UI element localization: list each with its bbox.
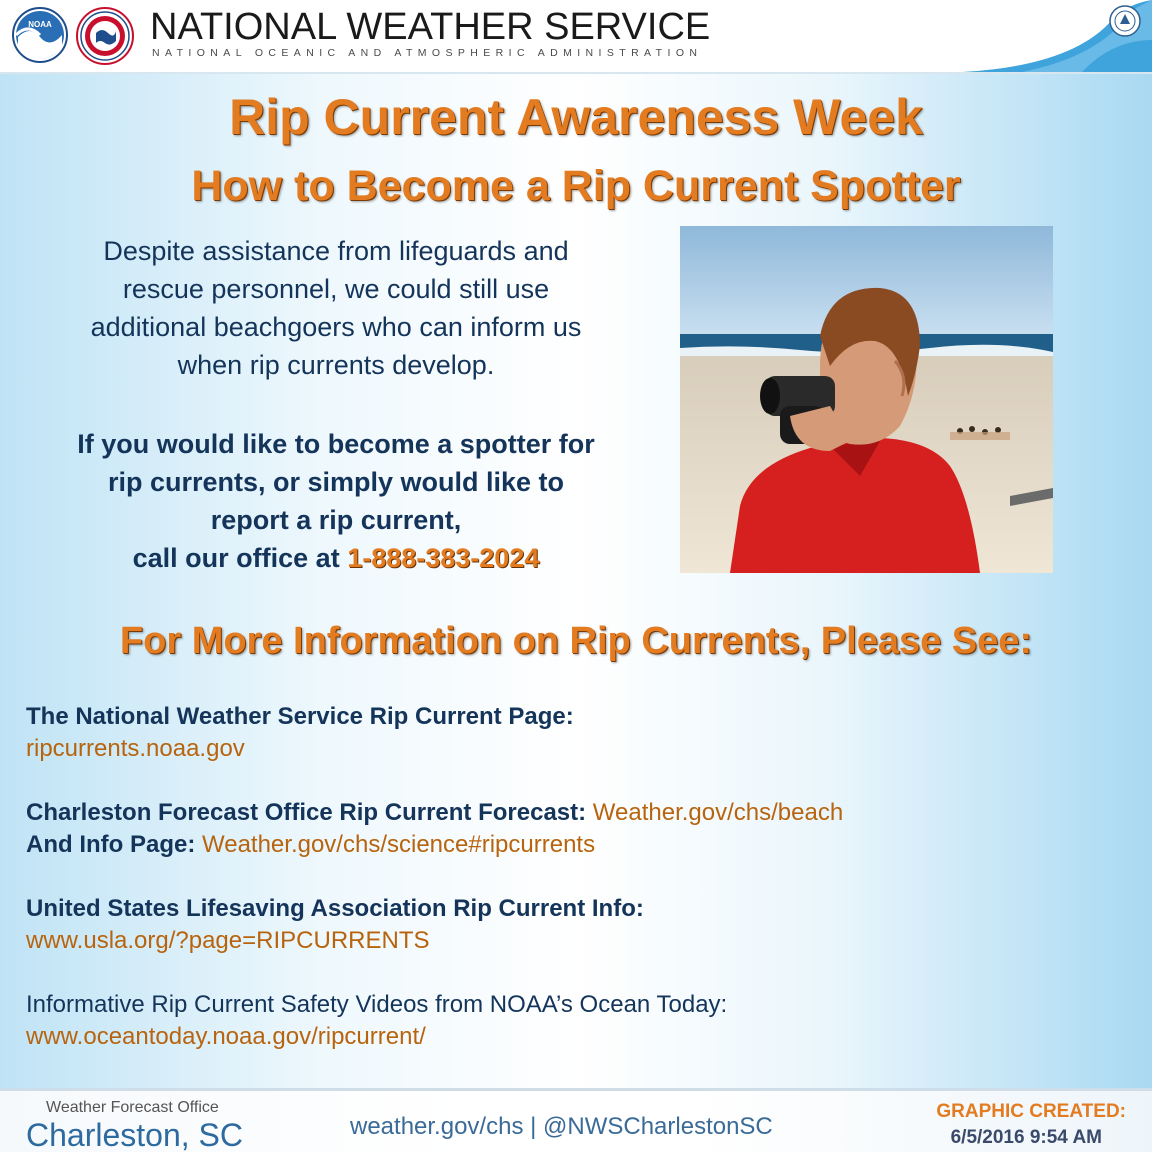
intro-paragraph bbox=[30, 232, 642, 384]
wfo-city: Charleston, SC bbox=[26, 1117, 243, 1152]
resource-link[interactable]: Weather.gov/chs/science#ripcurrents bbox=[202, 831, 596, 858]
intro-line: Despite assistance from lifeguards and bbox=[103, 236, 569, 266]
agency-name: NATIONAL WEATHER SERVICE bbox=[150, 6, 711, 48]
main-title: Rip Current Awareness Week bbox=[229, 89, 923, 145]
intro-line: when rip currents develop. bbox=[177, 350, 495, 380]
spotter-call-to-action bbox=[20, 425, 652, 577]
resource-item bbox=[26, 989, 1026, 1053]
nws-logo-icon bbox=[76, 7, 134, 65]
noaa-logo-text: NOAA bbox=[28, 20, 52, 29]
more-info-heading: For More Information on Rip Currents, Please See: bbox=[119, 620, 1033, 662]
lifeguard-photo bbox=[680, 226, 1053, 573]
footer-links[interactable]: weather.gov/chs | @NWSCharlestonSC bbox=[350, 1113, 773, 1140]
resource-label: Charleston Forecast Office Rip Current Forecast: bbox=[26, 799, 593, 826]
resource-label: The National Weather Service Rip Current Page: bbox=[26, 703, 574, 730]
resource-label: And Info Page: bbox=[26, 831, 202, 858]
cta-line: If you would like to become a spotter for bbox=[77, 429, 595, 459]
resource-item bbox=[26, 797, 1026, 861]
cta-prefix: call our office at bbox=[132, 543, 348, 573]
noaa-logo-icon bbox=[12, 7, 68, 63]
cta-line bbox=[20, 539, 652, 577]
doc-seal-icon bbox=[1108, 4, 1142, 38]
graphic-created-date: 6/5/2016 9:54 AM bbox=[950, 1127, 1102, 1148]
intro-line: rescue personnel, we could still use bbox=[122, 274, 550, 304]
cta-line: report a rip current, bbox=[210, 505, 462, 535]
header-bar bbox=[0, 0, 1152, 74]
resource-link[interactable]: Weather.gov/chs/beach bbox=[592, 799, 844, 826]
resource-item bbox=[26, 893, 1026, 957]
resource-link[interactable]: www.usla.org/?page=RIPCURRENTS bbox=[26, 927, 430, 954]
resource-item bbox=[26, 701, 1026, 765]
resource-label: United States Lifesaving Association Rip Current Info: bbox=[26, 895, 644, 922]
graphic-created-label: GRAPHIC CREATED: bbox=[936, 1101, 1126, 1122]
phone-number[interactable]: 1-888-383-2024 bbox=[347, 543, 540, 573]
intro-line: additional beachgoers who can inform us bbox=[90, 312, 582, 342]
sub-title: How to Become a Rip Current Spotter bbox=[191, 162, 961, 210]
resource-link[interactable]: ripcurrents.noaa.gov bbox=[26, 735, 245, 762]
cta-line: rip currents, or simply would like to bbox=[107, 467, 565, 497]
resources-list bbox=[26, 701, 1026, 1085]
footer-bar bbox=[0, 1088, 1152, 1152]
wfo-label: Weather Forecast Office bbox=[46, 1099, 219, 1116]
agency-subtitle: NATIONAL OCEANIC AND ATMOSPHERIC ADMINISTRATION bbox=[152, 47, 703, 59]
resource-label: Informative Rip Current Safety Videos from NOAA’s Ocean Today: bbox=[26, 991, 728, 1018]
resource-link[interactable]: www.oceantoday.noaa.gov/ripcurrent/ bbox=[26, 1023, 426, 1050]
